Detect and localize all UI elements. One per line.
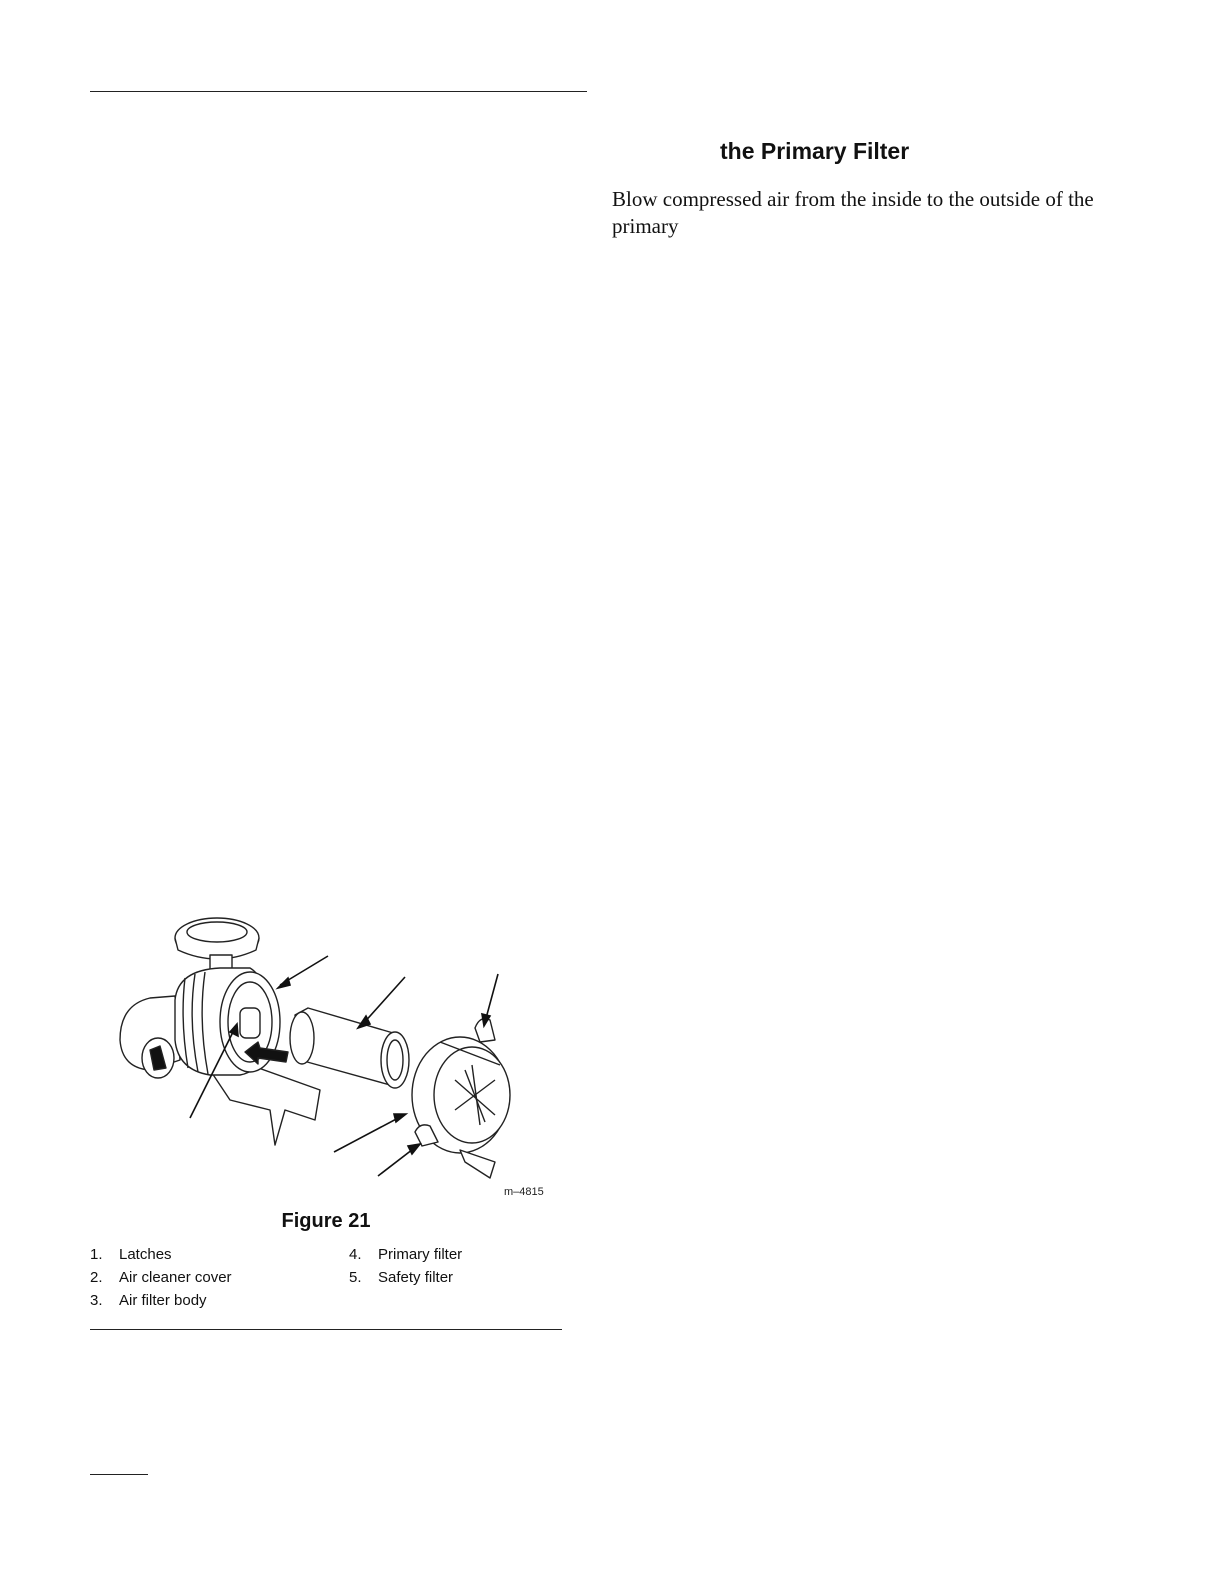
top-rule <box>90 91 587 92</box>
legend-item: 2. Air cleaner cover <box>90 1269 232 1286</box>
legend-item: 3. Air filter body <box>90 1292 207 1309</box>
legend-item: 5. Safety filter <box>349 1269 454 1286</box>
figure-bottom-rule <box>90 1329 562 1330</box>
legend-item: 4. Primary filter <box>349 1246 463 1263</box>
figure-caption: Figure 21 <box>281 1210 371 1232</box>
body-paragraph: Blow compressed air from the inside to the outside of the primary <box>612 187 1094 238</box>
figure-code: m–4815 <box>504 1186 544 1198</box>
section-heading: the Primary Filter <box>720 138 910 164</box>
air-cleaner-illustration <box>100 900 560 1200</box>
legend-item: 1. Latches <box>90 1246 172 1263</box>
footer-rule <box>90 1474 148 1475</box>
